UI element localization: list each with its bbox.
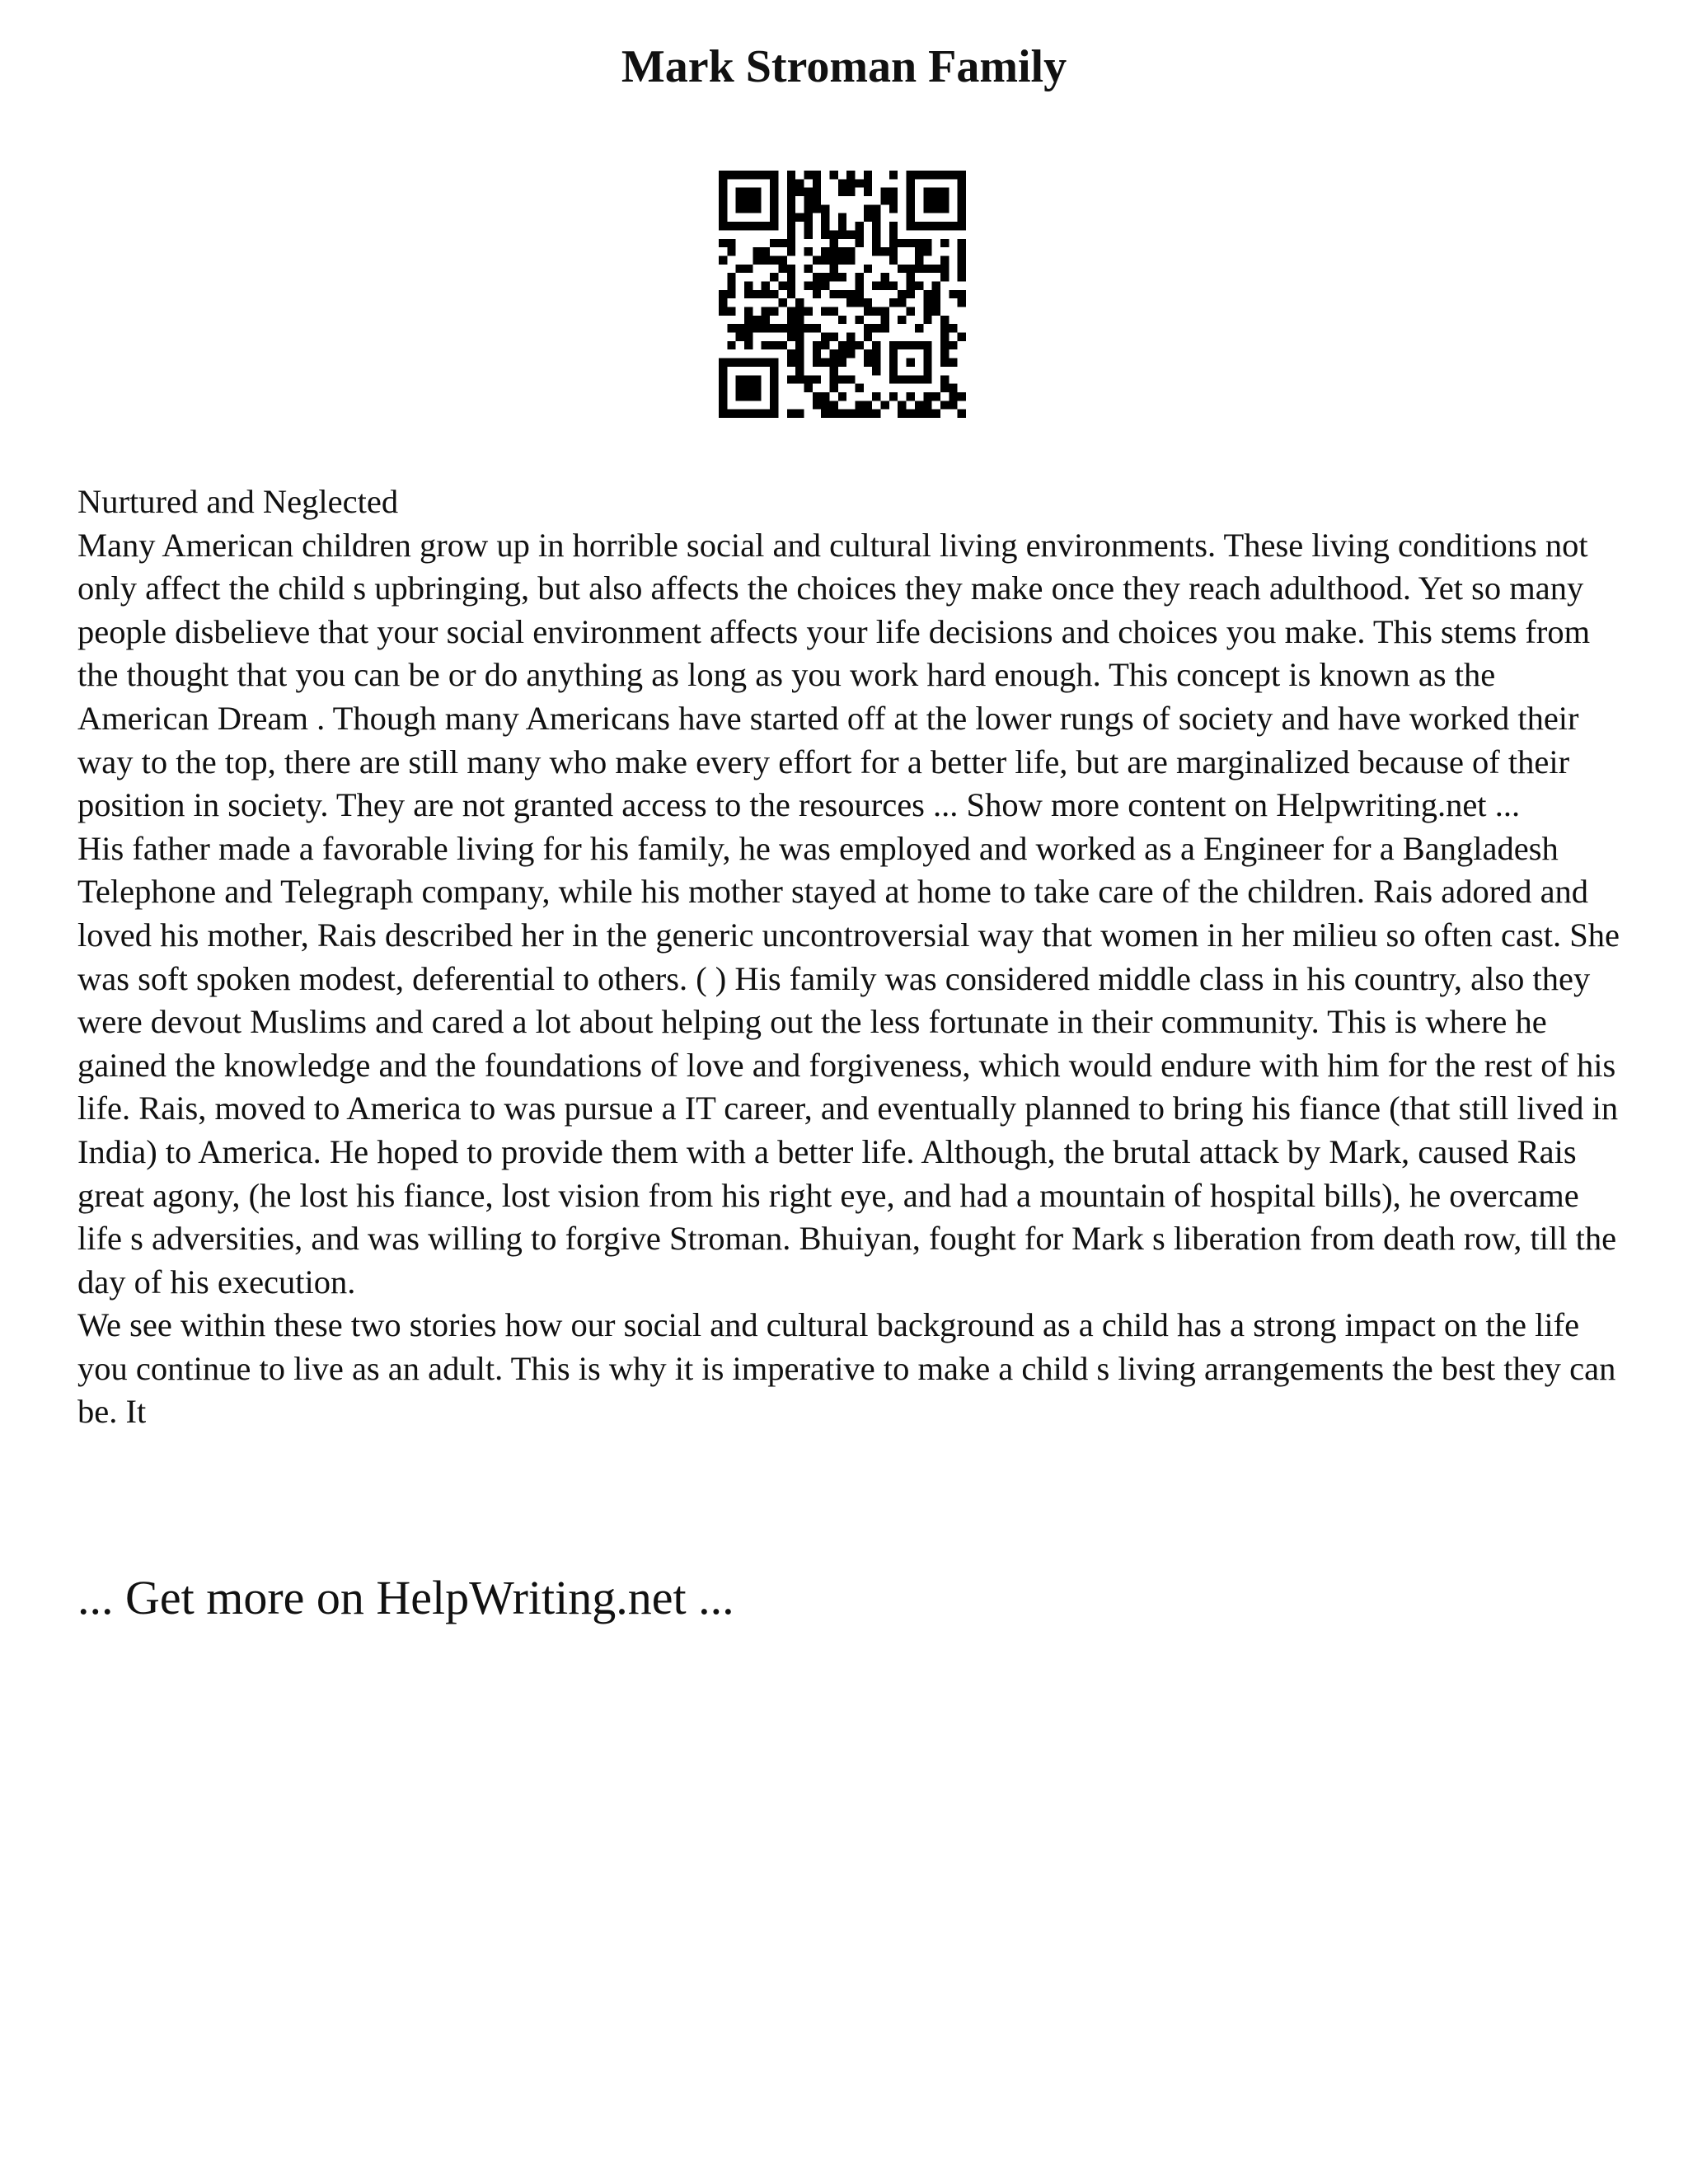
article-paragraph: We see within these two stories how our social and cultural background as a child has a strong impact on the life you continue to live as an adult. This is why it is imperative to make a child s living arrangements the best they can be. It: [77, 1306, 1616, 1431]
get-more-link[interactable]: ... Get more on HelpWriting.net ...: [77, 1571, 734, 1624]
qr-code-graphic: [719, 171, 966, 418]
article-paragraph: His father made a favorable living for his family, he was employed and worked as a Engineer for a Bangladesh Telephone and Telegraph company, while his mother stayed at home to take care of the children. Rais adored and loved his mother, Rais described her in the generic uncontroversial way that women in her milieu so often cast. She was soft spoken modest, deferential to others. ( ) His family was considered middle class in his country, also they were devout Muslims and cared a lot about helping out the less fortunate in their community. This is where he gained the knowledge and the foundations of love and forgiveness, which would endure with him for the rest of his life. Rais, moved to America to was pursue a IT career, and eventually planned to bring his fiance (that still lived in India) to America. He hoped to provide them with a better life. Although, the brutal attack by Mark, caused Rais great agony, (he lost his fiance, lost vision from his right eye, and had a mountain of hospital bills), he overcame life s adversities, and was willing to forgive Stroman. Bhuiyan, fought for Mark s liberation from death row, till the day of his execution.: [77, 829, 1620, 1301]
article-heading: Nurtured and Neglected: [77, 483, 399, 520]
document-title: Mark Stroman Family: [621, 41, 1067, 92]
article-body: [77, 480, 1627, 1434]
article-paragraph: Many American children grow up in horrible social and cultural living environments. These living conditions not only affect the child s upbringing, but also affects the choices they make once they reach adulthood. Yet so many people disbelieve that your social environment affects your life decisions and choices you make. This stems from the thought that you can be or do anything as long as you work hard enough. This concept is known as the American Dream . Though many Americans have started off at the lower rungs of society and have worked their way to the top, there are still many who make every effort for a better life, but are marginalized because of their position in society. They are not granted access to the resources ... Show more content on Helpwriting.net ...: [77, 526, 1591, 824]
qr-code-icon: [719, 171, 966, 418]
